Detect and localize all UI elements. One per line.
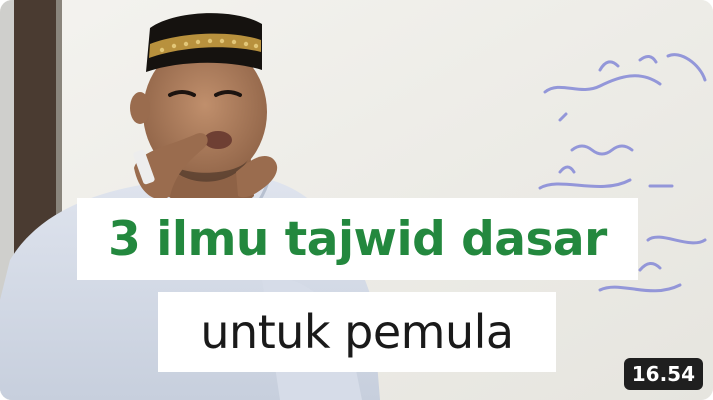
caption-line-2-text: untuk pemula (200, 305, 514, 359)
duration-badge: 16.54 (624, 358, 703, 390)
caption-line-1 (77, 198, 638, 280)
caption-line-2 (158, 292, 556, 372)
caption-line-1-text: 3 ilmu tajwid dasar (108, 211, 607, 267)
